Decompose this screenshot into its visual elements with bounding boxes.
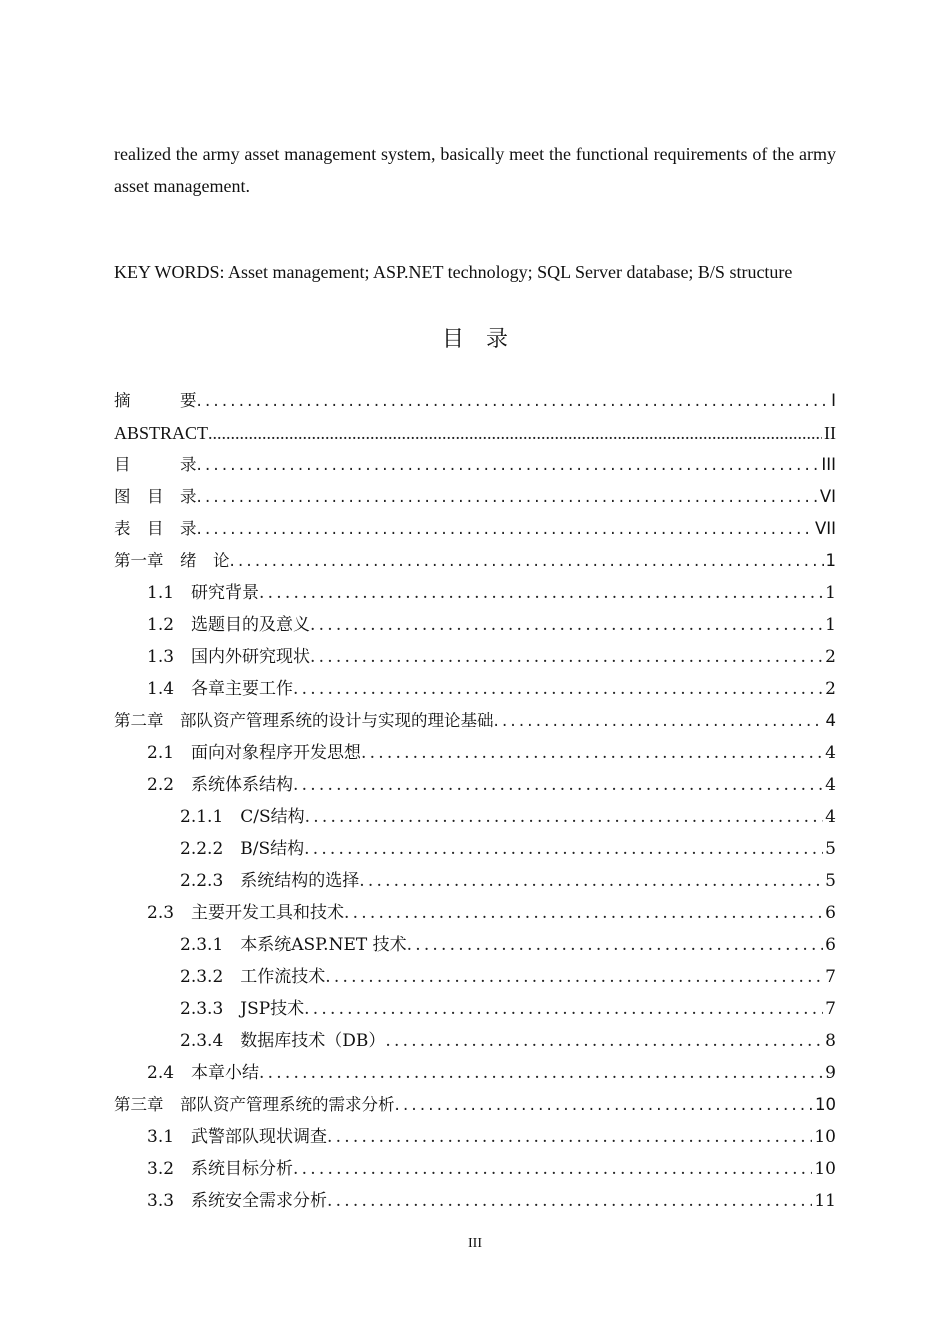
toc-entry[interactable] [114, 449, 836, 481]
toc-entry-page: 4 [825, 743, 836, 763]
toc-dot-leader [344, 897, 823, 929]
toc-dot-leader [305, 801, 824, 833]
toc-dot-leader [293, 769, 823, 801]
toc-entry[interactable] [114, 1025, 836, 1057]
toc-dot-leader [327, 1185, 812, 1217]
toc-entry-label: 图 目 录 [114, 487, 197, 506]
toc-entry[interactable] [114, 865, 836, 897]
toc-entry[interactable] [114, 385, 836, 417]
toc-entry-page: 1 [825, 615, 836, 635]
toc-entry[interactable] [114, 1185, 836, 1217]
table-of-contents [114, 385, 836, 1217]
abstract-closing-paragraph: realized the army asset management system, basically meet the functional requirements of the army asset management. [114, 144, 836, 196]
toc-entry-label: 第三章 部队资产管理系统的需求分析 [114, 1095, 395, 1114]
toc-entry-label: 2.4 本章小结 [147, 1063, 260, 1083]
toc-entry[interactable] [114, 417, 836, 449]
toc-entry-page: II [824, 423, 836, 443]
toc-dot-leader [197, 481, 818, 513]
toc-entry-page: III [821, 455, 836, 474]
toc-entry-page: I [831, 391, 836, 410]
toc-entry[interactable] [114, 993, 836, 1025]
toc-entry[interactable] [114, 1121, 836, 1153]
toc-entry-page: 4 [825, 775, 836, 795]
toc-entry-page: VII [814, 519, 836, 538]
toc-entry-page: 11 [814, 1191, 836, 1211]
toc-entry[interactable] [114, 545, 836, 577]
toc-entry-label: 2.1 面向对象程序开发思想 [147, 743, 362, 763]
toc-entry-page: 1 [825, 583, 836, 603]
toc-entry[interactable] [114, 609, 836, 641]
toc-dot-leader [304, 993, 823, 1025]
toc-entry[interactable] [114, 929, 836, 961]
toc-dot-leader [407, 929, 824, 961]
toc-entry-page: 10 [815, 1095, 836, 1114]
toc-entry[interactable] [114, 737, 836, 769]
toc-entry-label: 3.3 系统安全需求分析 [147, 1191, 328, 1211]
toc-dot-leader [197, 513, 813, 545]
toc-entry-label: 1.4 各章主要工作 [147, 679, 294, 699]
toc-dot-leader [259, 1057, 823, 1089]
toc-entry-label: 2.3.1 本系统ASP.NET 技术 [180, 935, 407, 955]
toc-entry[interactable] [114, 577, 836, 609]
toc-entry[interactable] [114, 481, 836, 513]
toc-entry-page: 2 [825, 679, 836, 699]
toc-dot-leader [310, 609, 823, 641]
toc-entry-label: 1.2 选题目的及意义 [147, 615, 311, 635]
toc-entry[interactable] [114, 705, 836, 737]
toc-entry-label: 第一章 绪 论 [114, 551, 230, 570]
toc-dot-leader [293, 1153, 812, 1185]
toc-entry-page: 4 [825, 807, 836, 827]
toc-dot-leader [197, 449, 820, 481]
toc-entry-page: 7 [825, 967, 836, 987]
toc-entry[interactable] [114, 961, 836, 993]
toc-entry-page: 10 [814, 1127, 836, 1147]
toc-dot-leader [304, 833, 823, 865]
toc-entry-page: 10 [814, 1159, 836, 1179]
toc-entry[interactable] [114, 769, 836, 801]
toc-entry-label: 2.3.3 JSP技术 [180, 999, 305, 1019]
toc-entry-label: 3.2 系统目标分析 [147, 1159, 294, 1179]
toc-entry-page: 9 [825, 1063, 836, 1083]
toc-entry-label: 2.1.1 C/S结构 [180, 807, 305, 827]
toc-entry-label: 2.3.2 工作流技术 [180, 967, 326, 987]
toc-dot-leader [208, 417, 822, 449]
toc-dot-leader [230, 545, 824, 577]
keywords-line: KEY WORDS: Asset management; ASP.NET technology; SQL Server database; B/S structure [114, 262, 793, 282]
toc-entry-page: 1 [825, 551, 836, 570]
toc-entry-label: 2.3.4 数据库技术（DB） [180, 1031, 386, 1051]
toc-dot-leader [359, 865, 823, 897]
toc-dot-leader [293, 673, 823, 705]
toc-entry[interactable] [114, 1153, 836, 1185]
toc-dot-leader [361, 737, 823, 769]
toc-entry-label: 目 录 [114, 455, 197, 474]
toc-entry-label: 2.3 主要开发工具和技术 [147, 903, 345, 923]
toc-entry[interactable] [114, 897, 836, 929]
toc-entry-label: 2.2 系统体系结构 [147, 775, 294, 795]
toc-entry-label: 1.3 国内外研究现状 [147, 647, 311, 667]
toc-entry[interactable] [114, 513, 836, 545]
toc-entry-page: 2 [825, 647, 836, 667]
toc-dot-leader [327, 1121, 812, 1153]
toc-entry-label: 2.2.2 B/S结构 [180, 839, 305, 859]
toc-dot-leader [494, 705, 824, 737]
toc-title: 目 录 [441, 327, 508, 352]
toc-entry-label: 1.1 研究背景 [147, 583, 260, 603]
toc-dot-leader [259, 577, 823, 609]
toc-dot-leader [197, 385, 830, 417]
toc-dot-leader [325, 961, 823, 993]
toc-entry-label: 3.1 武警部队现状调查 [147, 1127, 328, 1147]
toc-entry-page: 7 [825, 999, 836, 1019]
toc-entry[interactable] [114, 801, 836, 833]
toc-dot-leader [310, 641, 823, 673]
toc-entry-page: 8 [825, 1031, 836, 1051]
toc-entry-page: 5 [825, 839, 836, 859]
toc-entry[interactable] [114, 1089, 836, 1121]
toc-entry-label: 摘 要 [114, 391, 197, 410]
toc-entry-page: VI [819, 487, 836, 506]
toc-entry-page: 5 [825, 871, 836, 891]
toc-entry[interactable] [114, 641, 836, 673]
page-number: III [468, 1236, 482, 1251]
toc-entry-page: 6 [825, 935, 836, 955]
toc-entry-label: 第二章 部队资产管理系统的设计与实现的理论基础 [114, 711, 494, 730]
toc-dot-leader [385, 1025, 823, 1057]
toc-entry-page: 4 [825, 711, 836, 730]
toc-entry[interactable] [114, 833, 836, 865]
toc-entry-label: ABSTRACT [114, 423, 209, 443]
toc-entry-page: 6 [825, 903, 836, 923]
toc-entry[interactable] [114, 673, 836, 705]
toc-entry-label: 表 目 录 [114, 519, 197, 538]
toc-dot-leader [395, 1089, 814, 1121]
toc-entry-label: 2.2.3 系统结构的选择 [180, 871, 360, 891]
toc-entry[interactable] [114, 1057, 836, 1089]
